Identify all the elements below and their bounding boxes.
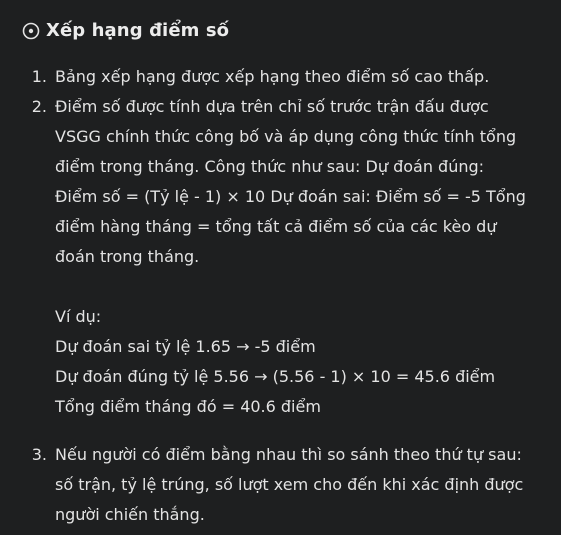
rule-item-3 (20, 440, 540, 530)
rule-line: đoán trong tháng. (55, 247, 200, 266)
rule-line: VSGG chính thức công bố và áp dụng công thức tính tổng (55, 127, 517, 146)
example-block (55, 302, 535, 422)
section-title: Xếp hạng điểm số (46, 20, 230, 41)
radio-button-icon (22, 22, 40, 40)
rule-line: Điểm số được tính dựa trên chỉ số trước trận đấu được (55, 97, 489, 116)
rule-line: Nếu người có điểm bằng nhau thì so sánh theo thứ tự sau: (55, 445, 522, 464)
example-line: Dự đoán sai tỷ lệ 1.65 → -5 điểm (55, 337, 316, 356)
rule-line: Điểm số = (Tỷ lệ - 1) × 10 Dự đoán sai: Điểm số = -5 Tổng (55, 187, 526, 206)
example-heading: Ví dụ: (55, 307, 102, 326)
rule-line: số trận, tỷ lệ trúng, số lượt xem cho đến khi xác định được (55, 475, 524, 494)
rule-number: 2. (31, 97, 47, 116)
rule-line: người chiến thắng. (55, 505, 205, 524)
rule-item-1 (20, 62, 540, 92)
rule-text (47, 92, 535, 440)
rule-number: 3. (31, 445, 47, 464)
rules-list (20, 62, 540, 530)
rule-line: điểm hàng tháng = tổng tất cả điểm số của các kèo dự (55, 217, 497, 236)
rule-item-2 (20, 92, 540, 440)
rule-number: 1. (31, 67, 47, 86)
rule-text (47, 440, 535, 530)
rule-text (47, 62, 535, 92)
example-line: Tổng điểm tháng đó = 40.6 điểm (55, 397, 321, 416)
section-header (22, 20, 229, 41)
rule-line: điểm trong tháng. Công thức như sau: Dự đoán đúng: (55, 157, 485, 176)
example-line: Dự đoán đúng tỷ lệ 5.56 → (5.56 - 1) × 10 = 45.6 điểm (55, 367, 496, 386)
rule-line: Bảng xếp hạng được xếp hạng theo điểm số cao thấp. (55, 67, 490, 86)
